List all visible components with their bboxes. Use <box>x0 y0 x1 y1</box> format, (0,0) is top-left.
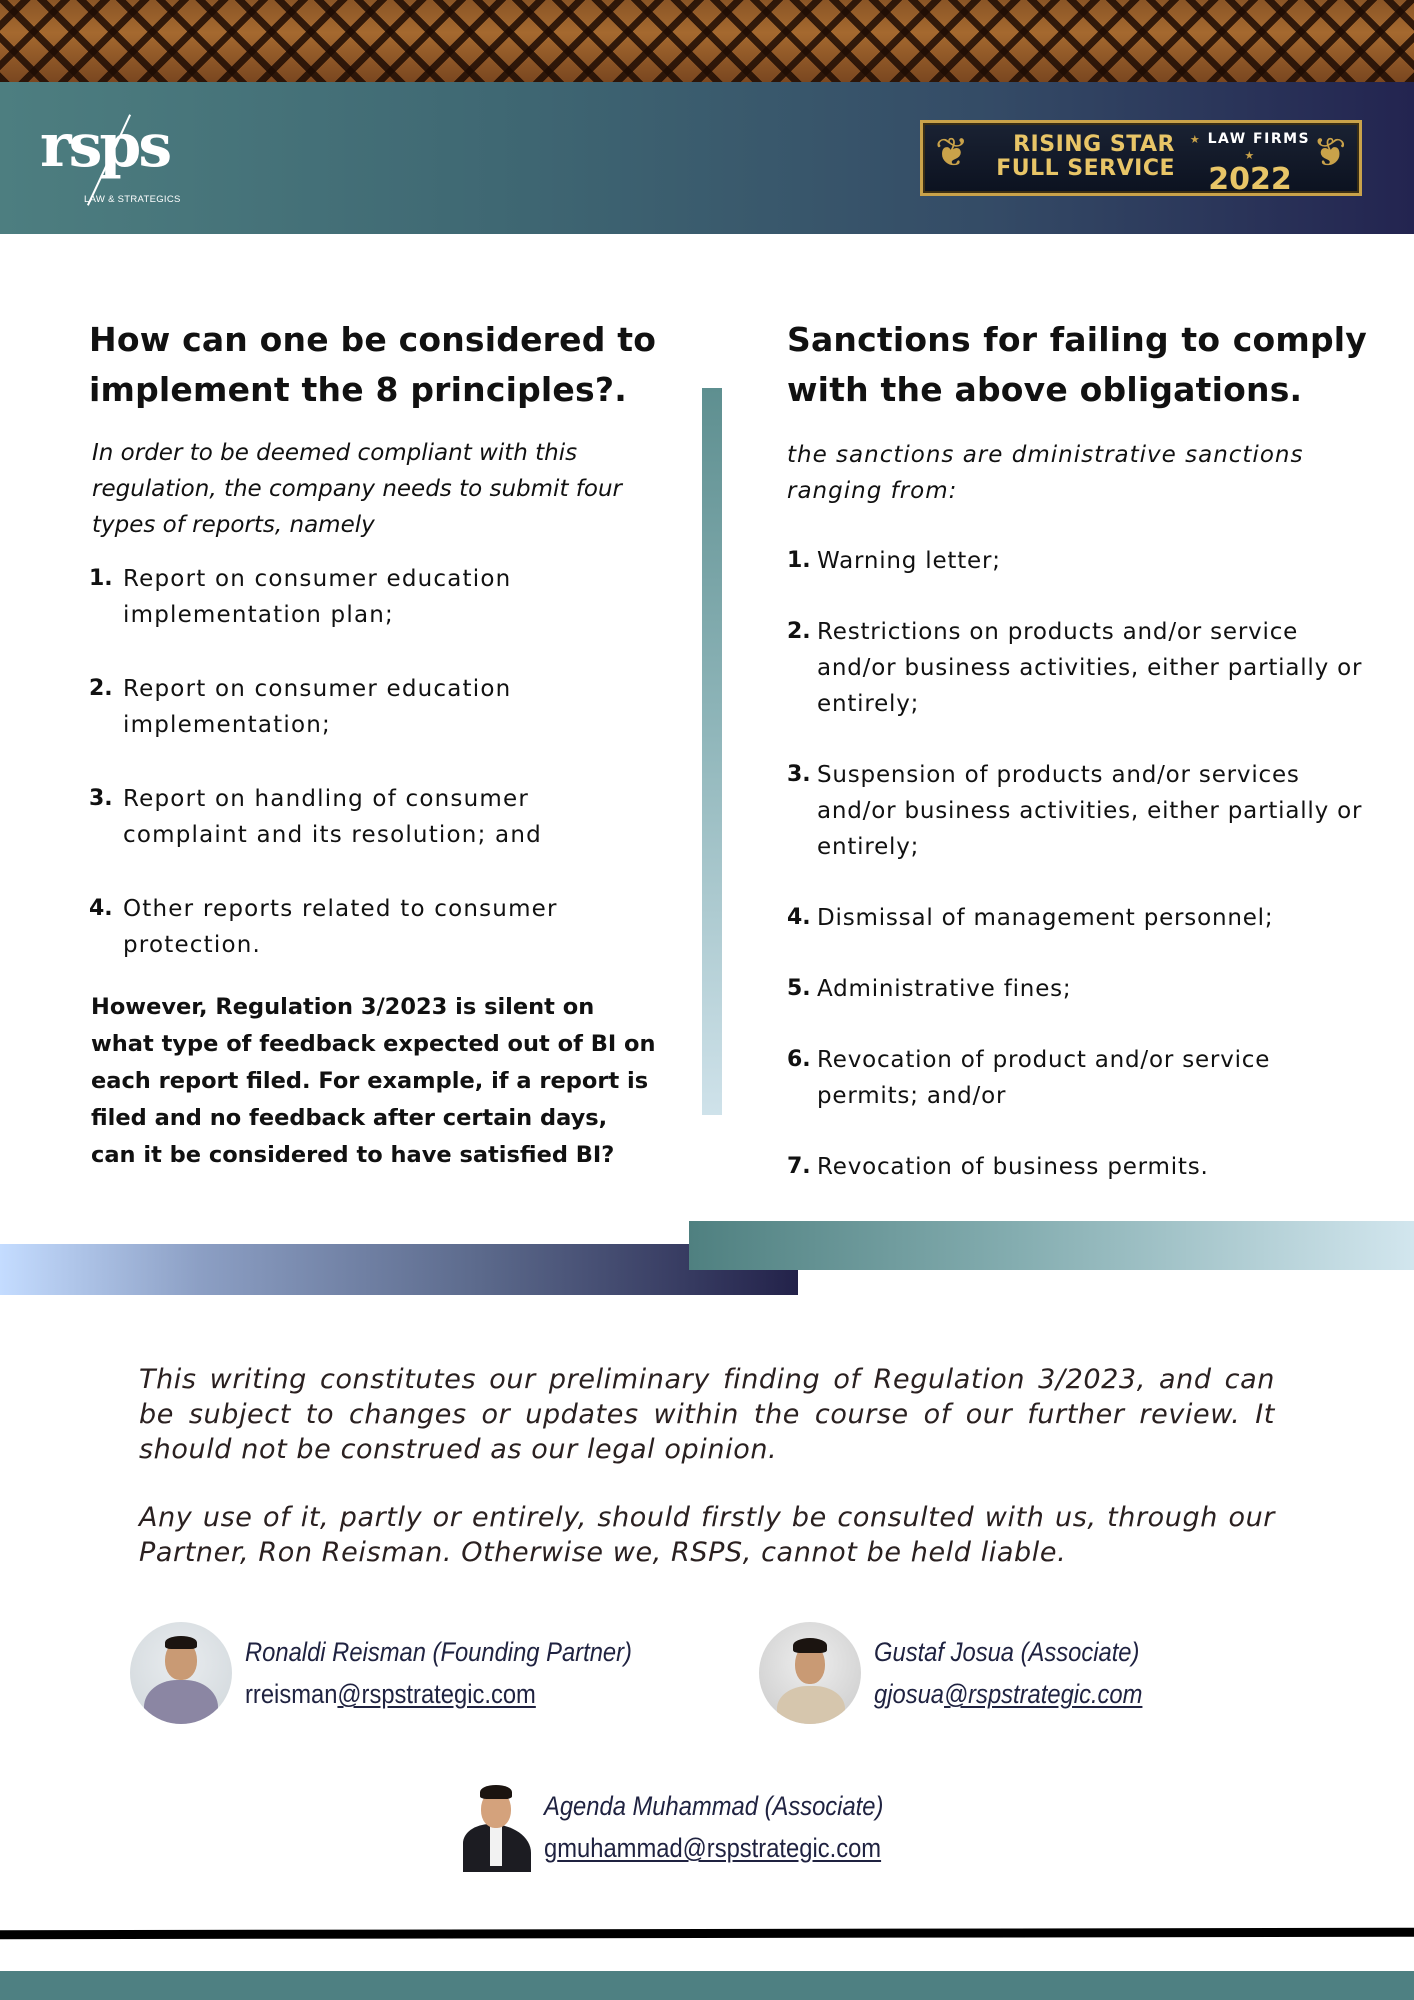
avatar <box>130 1622 232 1724</box>
contact-name: Gustaf Josua (Associate) <box>874 1637 1140 1667</box>
star-icon: ★ <box>1244 149 1256 162</box>
contact-card <box>463 1782 930 1872</box>
item-number: 4. <box>89 896 113 921</box>
email-user: gjosua <box>874 1679 945 1709</box>
left-section <box>89 315 659 1174</box>
left-intro: In order to be deemed compliant with this regulation, the company needs to submit four types of reports, namely <box>92 440 622 538</box>
contact-email[interactable] <box>544 1827 883 1869</box>
avatar-body <box>144 1680 218 1724</box>
logo-subtitle: LAW & STRATEGICS <box>84 194 181 205</box>
item-number: 6. <box>787 1047 811 1072</box>
avatar-body <box>777 1686 845 1724</box>
email-domain-link[interactable]: muhammad@rspstrategic.com <box>557 1833 882 1863</box>
contact-name: Ronaldi Reisman (Founding Partner) <box>245 1637 632 1667</box>
right-section <box>787 315 1367 1220</box>
item-number: 4. <box>787 905 811 930</box>
item-text: Other reports related to consumer protection. <box>123 896 558 958</box>
award-category <box>1185 131 1315 163</box>
item-number: 3. <box>787 762 811 787</box>
item-text: Suspension of products and/or services and/or business activities, either partially or entirely; <box>817 762 1363 860</box>
contact-card <box>130 1622 685 1724</box>
list-item <box>89 671 659 743</box>
item-number: 2. <box>89 676 113 701</box>
sanctions-list <box>787 543 1367 1185</box>
contact-info <box>245 1631 685 1715</box>
list-item <box>787 1149 1367 1185</box>
item-text: Dismissal of management personnel; <box>817 905 1274 931</box>
logo-wordmark: rsps <box>40 111 170 181</box>
left-heading: How can one be considered to implement the 8 principles?. <box>89 320 657 409</box>
award-title <box>975 133 1175 181</box>
footer-rule <box>0 1928 1414 1939</box>
disclaimer <box>139 1362 1275 1570</box>
award-year: 2022 <box>1208 162 1292 197</box>
item-text: Warning letter; <box>817 548 1001 574</box>
accent-bar-teal <box>689 1221 1414 1270</box>
star-icon: ★ <box>1189 133 1202 146</box>
contact-info <box>874 1631 1179 1715</box>
contact-card <box>759 1622 1179 1724</box>
award-category-text: LAW FIRMS <box>1207 131 1311 147</box>
right-heading: Sanctions for failing to comply with the above obligations. <box>787 320 1367 409</box>
disclaimer-paragraph: This writing constitutes our preliminary finding of Regulation 3/2023, and can be subject to changes or updates within the course of our further review. It should not be construed as our legal opinion. <box>139 1364 1275 1465</box>
avatar <box>759 1622 861 1724</box>
avatar <box>463 1782 531 1872</box>
contact-email[interactable] <box>874 1673 1142 1715</box>
list-item <box>787 614 1367 722</box>
list-item <box>89 561 659 633</box>
avatar-shirt <box>490 1826 502 1866</box>
contact-info <box>544 1785 930 1869</box>
list-item <box>787 971 1367 1007</box>
left-note: However, Regulation 3/2023 is silent on what type of feedback expected out of BI on each report filed. For example, if a report is filed and no feedback after certain days, can it be considered to have satisfied BI? <box>91 994 656 1168</box>
email-user: rreisman <box>245 1679 338 1709</box>
list-item <box>89 781 659 853</box>
item-number: 7. <box>787 1154 811 1179</box>
item-text: Revocation of business permits. <box>817 1154 1209 1180</box>
award-line1: RISING STAR <box>1013 132 1175 157</box>
laurel-icon: ❦ <box>1313 131 1347 175</box>
list-item <box>787 1042 1367 1114</box>
disclaimer-paragraph: Any use of it, partly or entirely, should firstly be consulted with us, through our Partner, Ron Reisman. Otherwise we, RSPS, cannot be held liable. <box>139 1502 1275 1568</box>
header-wood-pattern <box>0 0 1414 82</box>
laurel-icon: ❦ <box>935 131 969 175</box>
avatar-hair <box>793 1638 827 1653</box>
email-user: g <box>544 1833 558 1863</box>
item-number: 1. <box>89 566 113 591</box>
award-side <box>1185 131 1315 197</box>
footer-band <box>0 1971 1414 2000</box>
right-intro: the sanctions are dministrative sanctions ranging from: <box>787 442 1304 504</box>
award-badge <box>920 120 1362 196</box>
reports-list <box>89 561 659 963</box>
contact-name: Agenda Muhammad (Associate) <box>544 1791 884 1821</box>
item-text: Revocation of product and/or service permits; and/or <box>817 1047 1271 1109</box>
email-domain-link[interactable]: @rspstrategic.com <box>337 1679 536 1709</box>
list-item <box>787 543 1367 579</box>
item-text: Report on consumer education implementation plan; <box>123 566 512 628</box>
list-item <box>89 891 659 963</box>
item-number: 5. <box>787 976 811 1001</box>
item-text: Report on consumer education implementation; <box>123 676 512 738</box>
award-line2: FULL SERVICE <box>996 156 1175 181</box>
item-text: Administrative fines; <box>817 976 1072 1002</box>
email-domain-link[interactable]: @rspstrategic.com <box>944 1679 1143 1709</box>
contact-email[interactable] <box>245 1673 632 1715</box>
item-text: Restrictions on products and/or service and/or business activities, either partially or entirely; <box>817 619 1363 717</box>
list-item <box>787 757 1367 865</box>
item-number: 2. <box>787 619 811 644</box>
item-number: 1. <box>787 548 811 573</box>
list-item <box>787 900 1367 936</box>
item-number: 3. <box>89 786 113 811</box>
accent-bar-blue <box>0 1244 798 1295</box>
avatar-hair <box>480 1785 512 1799</box>
column-divider <box>702 388 722 1115</box>
item-text: Report on handling of consumer complaint and its resolution; and <box>123 786 542 848</box>
avatar-hair <box>165 1636 197 1649</box>
rsps-logo <box>38 108 188 213</box>
